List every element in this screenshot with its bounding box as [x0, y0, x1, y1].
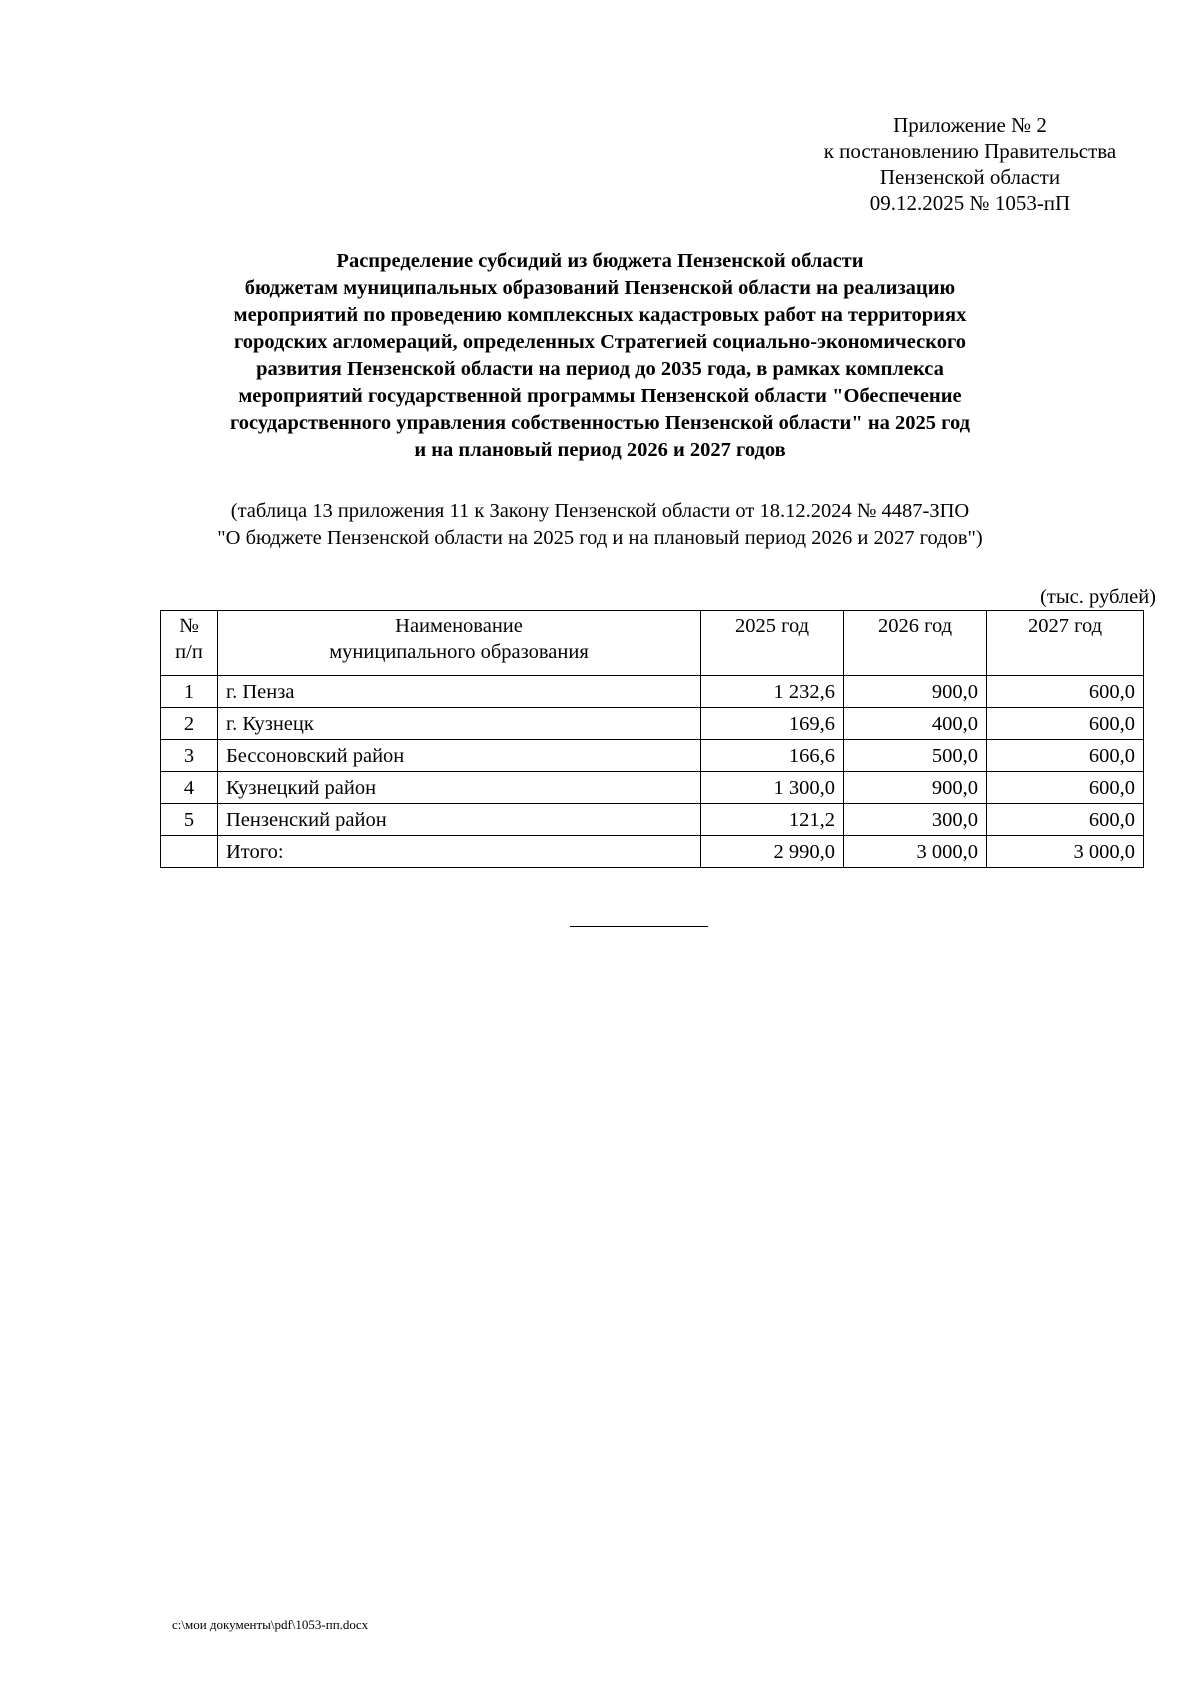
table-total-row [161, 836, 1144, 868]
row-2026: 900,0 [844, 676, 987, 708]
source-reference [160, 498, 1040, 552]
units-label: (тыс. рублей) [1040, 586, 1156, 608]
document-title [160, 248, 1040, 464]
total-label: Итого: [218, 836, 701, 868]
table-row [161, 804, 1144, 836]
row-name: Бессоновский район [218, 740, 701, 772]
header-name-line2: муниципального образования [329, 641, 589, 663]
title-line: Распределение субсидий из бюджета Пензенской области [336, 250, 864, 272]
row-2025: 169,6 [701, 708, 844, 740]
row-2027: 600,0 [987, 740, 1144, 772]
row-2025: 166,6 [701, 740, 844, 772]
header-num-line2: п/п [175, 641, 203, 663]
subsidy-table [160, 610, 1144, 868]
appendix-line: к постановлению Правительства [823, 139, 1117, 163]
header-name-line1: Наименование [395, 615, 523, 637]
table-row [161, 708, 1144, 740]
header-num [161, 611, 218, 676]
row-num: 5 [161, 804, 218, 836]
title-line: государственного управления собственностью Пензенской области" на 2025 год [229, 412, 970, 434]
total-2026: 3 000,0 [844, 836, 987, 868]
appendix-line: Пензенской области [879, 165, 1061, 189]
appendix-line: Приложение № 2 [893, 113, 1047, 137]
table-row [161, 676, 1144, 708]
row-2026: 400,0 [844, 708, 987, 740]
row-2025: 1 232,6 [701, 676, 844, 708]
row-name: Кузнецкий район [218, 772, 701, 804]
row-num: 2 [161, 708, 218, 740]
row-2027: 600,0 [987, 804, 1144, 836]
row-2026: 500,0 [844, 740, 987, 772]
title-line: и на плановый период 2026 и 2027 годов [414, 439, 786, 461]
table-row [161, 740, 1144, 772]
appendix-header [780, 112, 1160, 216]
table-header-row [161, 611, 1144, 676]
row-name: г. Кузнецк [218, 708, 701, 740]
title-line: развития Пензенской области на период до 2035 года, в рамках комплекса [256, 358, 944, 380]
table-row [161, 772, 1144, 804]
row-num: 1 [161, 676, 218, 708]
title-line: городских агломераций, определенных Стратегией социально-экономического [233, 331, 967, 353]
row-name: Пензенский район [218, 804, 701, 836]
appendix-line: 09.12.2025 № 1053-пП [869, 191, 1071, 215]
title-line: мероприятий по проведению комплексных кадастровых работ на территориях [233, 304, 967, 326]
header-2027: 2027 год [987, 611, 1144, 676]
row-num: 3 [161, 740, 218, 772]
row-2027: 600,0 [987, 772, 1144, 804]
header-num-line1: № [179, 615, 199, 637]
header-2026: 2026 год [844, 611, 987, 676]
total-num [161, 836, 218, 868]
end-divider [570, 926, 708, 927]
file-path-footer: c:\мои документы\pdf\1053-пп.docx [172, 1617, 369, 1632]
row-2026: 900,0 [844, 772, 987, 804]
total-2027: 3 000,0 [987, 836, 1144, 868]
row-2027: 600,0 [987, 676, 1144, 708]
title-line: мероприятий государственной программы Пензенской области "Обеспечение [238, 385, 962, 407]
source-line: (таблица 13 приложения 11 к Закону Пензенской области от 18.12.2024 № 4487-ЗПО [230, 500, 970, 522]
header-name [218, 611, 701, 676]
row-num: 4 [161, 772, 218, 804]
row-name: г. Пенза [218, 676, 701, 708]
row-2025: 121,2 [701, 804, 844, 836]
header-2025: 2025 год [701, 611, 844, 676]
row-2026: 300,0 [844, 804, 987, 836]
row-2027: 600,0 [987, 708, 1144, 740]
title-line: бюджетам муниципальных образований Пензенской области на реализацию [244, 277, 956, 299]
row-2025: 1 300,0 [701, 772, 844, 804]
source-line: "О бюджете Пензенской области на 2025 год и на плановый период 2026 и 2027 годов") [217, 527, 983, 549]
total-2025: 2 990,0 [701, 836, 844, 868]
